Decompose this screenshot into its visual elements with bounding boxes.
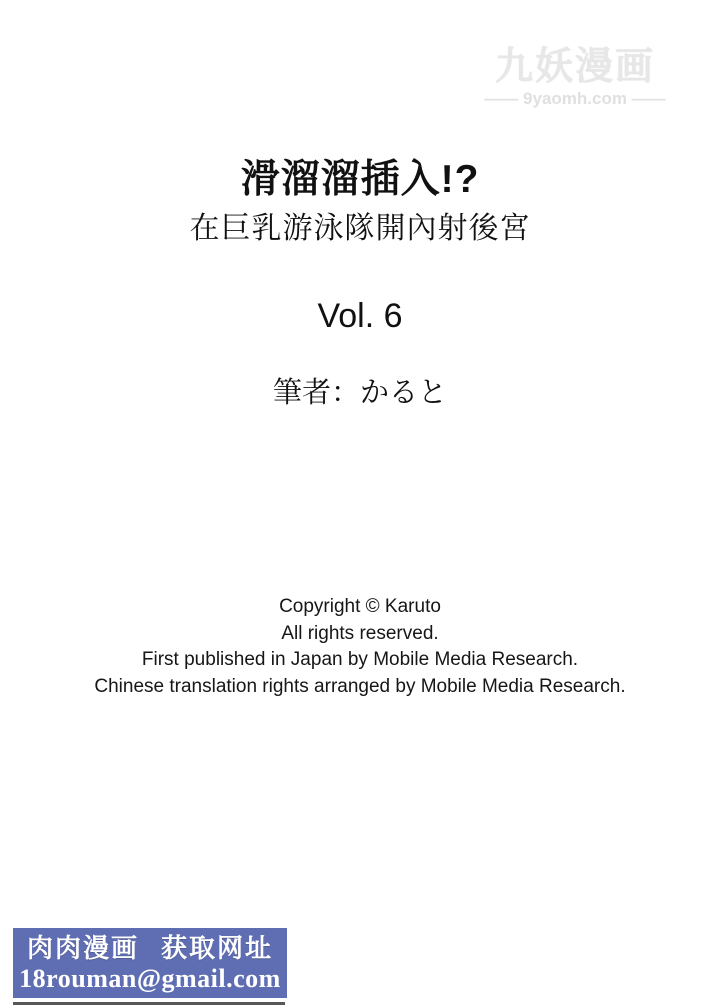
copyright-line-4: Chinese translation rights arranged by Mobile Media Research. xyxy=(94,675,626,697)
site-watermark xyxy=(440,46,710,108)
series-title: 滑溜溜插入!? xyxy=(240,158,480,201)
copyright-block xyxy=(0,594,720,700)
watermark-domain-text: —— 9yaomh.com —— xyxy=(484,89,666,108)
promo-badge-title xyxy=(13,933,287,964)
volume-label: Vol. 6 xyxy=(317,297,403,335)
promo-tagline: 获取网址 xyxy=(161,933,274,963)
promo-badge xyxy=(13,928,287,998)
copyright-line-1: Copyright © Karuto xyxy=(279,596,441,617)
copyright-line-3: First published in Japan by Mobile Media Research. xyxy=(141,649,579,670)
badge-shadow-line xyxy=(13,1002,285,1005)
series-subtitle: 在巨乳游泳隊開內射後宮 xyxy=(189,212,531,245)
promo-site-name: 肉肉漫画 xyxy=(26,933,139,963)
copyright-line-2: All rights reserved. xyxy=(281,622,439,644)
promo-email: 18rouman@gmail.com xyxy=(19,964,281,993)
author-line: 筆者：かると xyxy=(272,377,447,409)
watermark-logo-text: 九妖漫画 xyxy=(494,46,655,88)
